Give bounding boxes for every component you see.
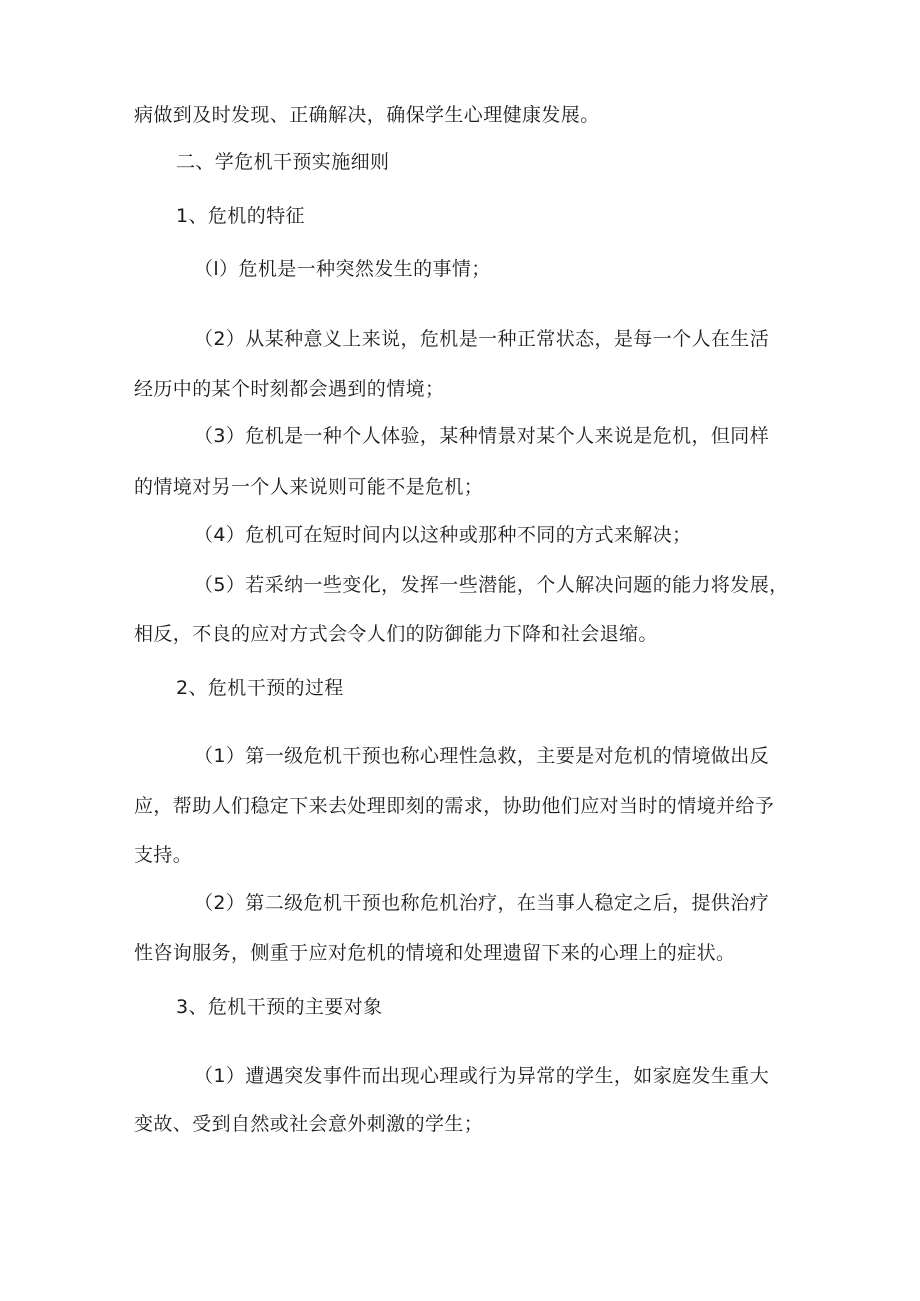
item-1-1: （l）危机是一种突然发生的事情； <box>194 258 491 280</box>
item-2-2-line-2: 性咨询服务，侧重于应对危机的情境和处理遗留下来的心理上的症状。 <box>134 942 736 964</box>
item-1-2-line-1: （2）从某种意义上来说，危机是一种正常状态，是每一个人在生活 <box>194 328 770 350</box>
item-3-1-line-2: 变故、受到自然或社会意外刺激的学生； <box>134 1113 484 1135</box>
item-1-3-line-2: 的情境对另一个人来说则可能不是危机； <box>134 476 484 498</box>
item-1-5-line-1: （5）若采纳一些变化，发挥一些潜能，个人解决问题的能力将发展， <box>194 574 789 596</box>
intro-tail-text: 病做到及时发现、正确解决，确保学生心理健康发展。 <box>134 104 600 126</box>
item-2-1-line-3: 支持。 <box>134 844 193 866</box>
item-1-3-line-1: （3）危机是一种个人体验，某种情景对某个人来说是危机，但同样 <box>194 425 770 447</box>
item-2-2-line-1: （2）第二级危机干预也称危机治疗，在当事人稳定之后，提供治疗 <box>194 892 770 914</box>
section-heading: 二、学危机干预实施细则 <box>176 151 390 173</box>
item-2-1-line-1: （1）第一级危机干预也称心理性急救，主要是对危机的情境做出反 <box>194 745 770 767</box>
item-1-5-line-2: 相反，不良的应对方式会令人们的防御能力下降和社会退缩。 <box>134 623 658 645</box>
subsection-heading-2: 2、危机干预的过程 <box>176 677 344 699</box>
item-2-1-line-2: 应，帮助人们稳定下来去处理即刻的需求，协助他们应对当时的情境并给予 <box>134 795 775 817</box>
item-1-2-line-2: 经历中的某个时刻都会遇到的情境； <box>134 378 445 400</box>
item-1-4: （4）危机可在短时间内以这种或那种不同的方式来解决； <box>194 524 692 546</box>
subsection-heading-3: 3、危机干预的主要对象 <box>176 996 383 1018</box>
item-3-1-line-1: （1）遭遇突发事件而出现心理或行为异常的学生，如家庭发生重大 <box>194 1065 770 1087</box>
subsection-heading-1: 1、危机的特征 <box>176 205 305 227</box>
